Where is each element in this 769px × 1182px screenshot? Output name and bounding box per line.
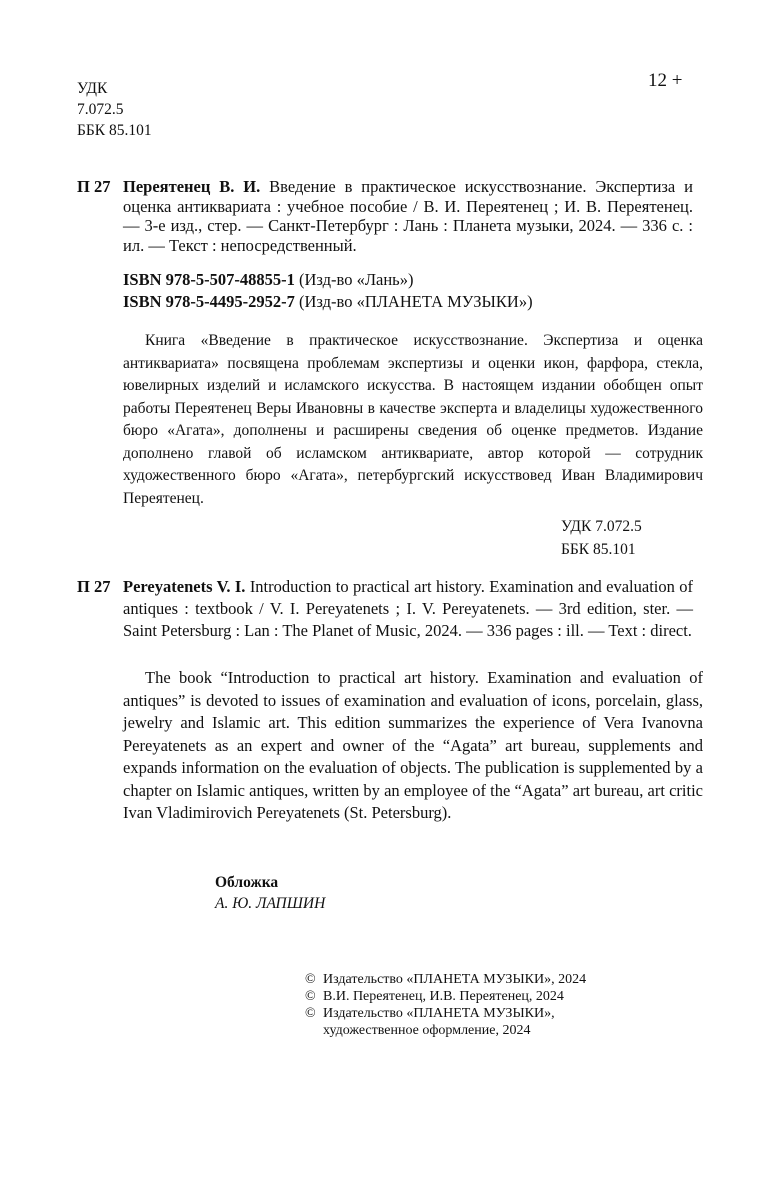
isbn-2: ISBN 978-5-4495-2952-7	[123, 292, 295, 311]
isbn-1-publisher: (Изд-во «Лань»)	[299, 270, 414, 289]
age-rating: 12 +	[648, 70, 683, 91]
bibliographic-entry-en	[77, 576, 693, 642]
classification-bbk: ББК 85.101	[561, 541, 636, 558]
copyright-line	[305, 1022, 586, 1039]
isbn-2-publisher: (Изд-во «ПЛАНЕТА МУЗЫКИ»)	[299, 292, 533, 311]
copyright-line	[305, 971, 586, 988]
copyright-line	[305, 1005, 586, 1022]
copyright-text-3b: художественное оформление, 2024	[323, 1023, 531, 1038]
isbn-line-2	[123, 291, 533, 312]
cover-credit	[215, 872, 325, 914]
cover-label: Обложка	[215, 874, 279, 891]
entry-author-en: Pereyatenets V. I.	[123, 577, 246, 596]
entry-code-ru: П 27	[77, 177, 111, 196]
copyright-block	[305, 971, 586, 1039]
udk-value: 7.072.5	[77, 101, 124, 118]
entry-body-ru	[123, 177, 693, 255]
copyright-icon: ©	[305, 972, 316, 987]
annotation-en: The book “Introduction to practical art history. Examination and evaluation of antiques” is devoted to issues of examination and evaluation of icons, porcelain, glass, jewelry and Islamic art. This edition summarizes the experience of Vera Ivanovna Pereyatenets as an expert and owner of the “Agata” art bureau, supplements and expands information on the evaluation of objects. The publication is supplemented by a chapter on Islamic antiques, written by an employee of the “Agata” art bureau, art critic Ivan Vladimirovich Pereyatenets (St. Petersburg).	[123, 668, 703, 822]
entry-author-ru: Переятенец В. И.	[123, 177, 261, 196]
entry-text-ru: Введение в практическое искусствознание. Экспертиза и оценка антиквариата : учебное пособие / В. И. Переятенец ; И. В. Переятенец. — 3-е изд., стер. — Санкт-Петербург : Лань : Планета музыки, 2024. — 336 с. : ил. — Текст : непосредственный.	[123, 177, 693, 255]
copyright-icon: ©	[305, 989, 316, 1004]
copyright-text-2: В.И. Переятенец, И.В. Переятенец, 2024	[323, 989, 564, 1004]
entry-code-en: П 27	[77, 577, 111, 596]
classification-block	[561, 515, 642, 561]
classification-udk: УДК 7.072.5	[561, 518, 642, 535]
entry-text-en: Introduction to practical art history. Examination and evaluation of antiques : textbook / V. I. Pereyatenets ; I. V. Pereyatenets. — 3rd edition, ster. — Saint Petersburg : Lan : The Planet of Music, 2024. — 336 pages : ill. — Text : direct.	[123, 577, 693, 640]
copyright-line	[305, 988, 586, 1005]
bibliographic-entry-ru	[77, 177, 693, 255]
udk-block-top	[77, 78, 152, 141]
isbn-1: ISBN 978-5-507-48855-1	[123, 270, 295, 289]
bbk-value: ББК 85.101	[77, 122, 152, 139]
copyright-icon: ©	[305, 1006, 316, 1021]
entry-body-en	[123, 576, 693, 642]
cover-artist: А. Ю. ЛАПШИН	[215, 895, 326, 912]
copyright-text-1: Издательство «ПЛАНЕТА МУЗЫКИ», 2024	[323, 972, 587, 987]
udk-label: УДК	[77, 80, 108, 97]
copyright-text-3: Издательство «ПЛАНЕТА МУЗЫКИ»,	[323, 1006, 555, 1021]
isbn-line-1	[123, 269, 413, 290]
annotation-ru: Книга «Введение в практическое искусствознание. Экспертиза и оценка антиквариата» посвящена проблемам экспертизы и оценки икон, фарфора, стекла, ювелирных изделий и исламского искусства. В настоящем издании обобщен опыт работы Переятенец Веры Ивановны в качестве эксперта и владелицы художественного бюро «Агата», дополнены и расширены сведения об оценке предметов. Издание дополнено главой об исламском антиквариате, автор которой — сотрудник художественного бюро «Агата», петербургский искусствовед Иван Владимирович Переятенец.	[123, 332, 703, 507]
